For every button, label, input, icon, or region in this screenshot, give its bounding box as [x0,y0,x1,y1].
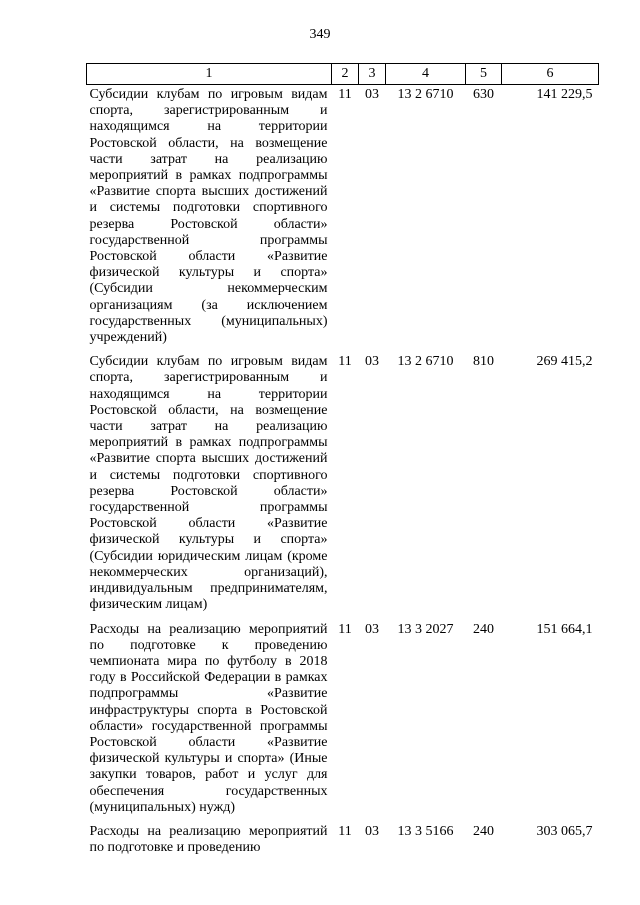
column-header-5: 5 [466,64,502,85]
row-description: Расходы на реализацию мероприятий по подготовке к проведению чемпионата мира по футболу в 2018 году в Российской Федерации в рамках подпрограммы «Развитие инфраструктуры спорта в Ростовской области» государственной программы Ростовской области «Развитие физической культуры и спорта» (Иные закупки товаров, работ и услуг для обеспечения государственных (муниципальных) нужд) [89,621,328,815]
table-row [87,822,599,862]
row-target-article-code: 13 3 2027 [397,621,454,637]
row-subsection-code: 03 [365,823,379,839]
row-target-article-code: 13 3 5166 [397,823,454,839]
row-description: Субсидии клубам по игровым видам спорта, зарегистрированным и находящимся на территории Ростовской области, на возмещение части затрат на реализацию мероприятий в рамках подпрограммы «Развитие спорта высших достижений и системы подготовки спортивного резерва Ростовской области» государственной программы Ростовской области «Развитие физической культуры и спорта» (Субсидии юридическим лицам (кроме некоммерческих организаций), индивидуальным предпринимателям, физическим лицам) [89,354,328,613]
row-target-article-code: 13 2 6710 [397,87,454,102]
column-header-4: 4 [386,64,466,85]
row-amount: 303 065,7 [536,823,593,839]
row-amount: 151 664,1 [536,621,593,637]
table-row [87,352,599,619]
row-target-article-code: 13 2 6710 [397,354,454,370]
row-section-code: 11 [338,87,352,102]
row-amount: 141 229,5 [536,87,593,102]
row-section-code: 11 [338,823,352,839]
row-subsection-code: 03 [365,621,379,637]
column-header-6: 6 [502,64,599,85]
column-header-2: 2 [332,64,359,85]
row-expense-type-code: 630 [473,87,494,102]
row-amount: 269 415,2 [536,354,593,370]
row-expense-type-code: 240 [473,621,494,637]
column-header-1: 1 [87,64,332,85]
table-row [87,85,599,353]
row-section-code: 11 [338,621,352,637]
column-header-3: 3 [359,64,386,85]
row-description: Расходы на реализацию мероприятий по подготовке и проведению [89,823,328,856]
row-expense-type-code: 240 [473,823,494,839]
row-subsection-code: 03 [365,354,379,370]
page-number: 349 [309,27,331,42]
row-description: Субсидии клубам по игровым видам спорта, зарегистрированным и находящимся на территории Ростовской области, на возмещение части затрат на реализацию мероприятий в рамках подпрограммы «Развитие спорта высших достижений и системы подготовки спортивного резерва Ростовской области» государственной программы Ростовской области «Развитие физической культуры и спорта» (Субсидии некоммерческим организациям (за исключением государственных (муниципальных) учреждений) [89,87,328,346]
row-expense-type-code: 810 [473,354,494,370]
table-header-row [87,64,599,85]
budget-table [86,63,599,862]
row-section-code: 11 [338,354,352,370]
row-subsection-code: 03 [365,87,379,102]
table-row [87,620,599,822]
